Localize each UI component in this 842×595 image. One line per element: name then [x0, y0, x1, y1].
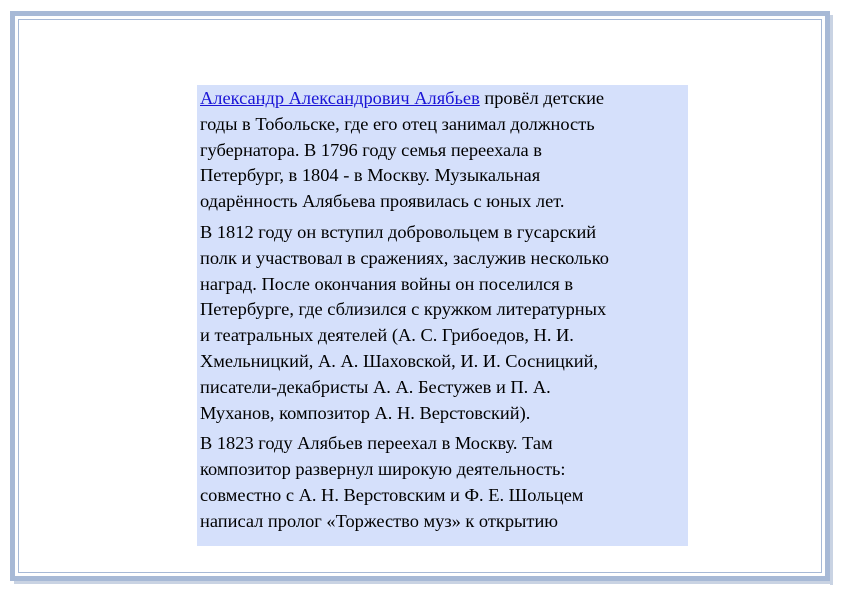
text-line: годы в Тобольске, где его отец занимал должность	[200, 113, 595, 134]
text-line: Петербург, в 1804 - в Москву. Музыкальная	[200, 165, 541, 186]
text-line: написал пролог «Торжество муз» к открытию	[200, 510, 559, 531]
text-line: Петербурге, где сблизился с кружком литературных	[200, 299, 607, 320]
text-line: совместно с А. Н. Верстовским и Ф. Е. Шольцем	[200, 484, 584, 505]
text-line: наград. После окончания войны он поселился в	[200, 273, 574, 294]
text-line-tail: провёл детские	[479, 88, 605, 108]
text-line	[200, 86, 688, 112]
text-line: и театральных деятелей (А. С. Грибоедов, Н. И.	[200, 325, 574, 346]
alyabyev-link[interactable]: Александр Александрович Алябьев	[200, 88, 480, 108]
paragraph-moscow	[200, 431, 688, 534]
paragraph-childhood	[200, 86, 688, 215]
frame-shadow-right	[830, 15, 833, 585]
text-line: губернатора. В 1796 году семья переехала в	[200, 139, 542, 160]
text-line: В 1823 году Алябьев переехал в Москву. Там	[200, 433, 553, 454]
text-line: Муханов, композитор А. Н. Верстовский).	[200, 402, 531, 423]
frame-shadow-bottom	[14, 581, 833, 584]
text-line: В 1812 году он вступил добровольцем в гусарский	[200, 221, 597, 242]
text-line: композитор развернул широкую деятельность:	[200, 459, 566, 480]
text-line: Хмельницкий, А. А. Шаховской, И. И. Сосницкий,	[200, 350, 599, 371]
text-line: писатели-декабристы А. А. Бестужев и П. А.	[200, 376, 551, 397]
biography-text-box	[197, 85, 688, 546]
text-line: полк и участвовал в сражениях, заслужив несколько	[200, 247, 609, 268]
paragraph-military	[200, 220, 688, 426]
text-line: одарённость Алябьева проявилась с юных лет.	[200, 191, 565, 212]
